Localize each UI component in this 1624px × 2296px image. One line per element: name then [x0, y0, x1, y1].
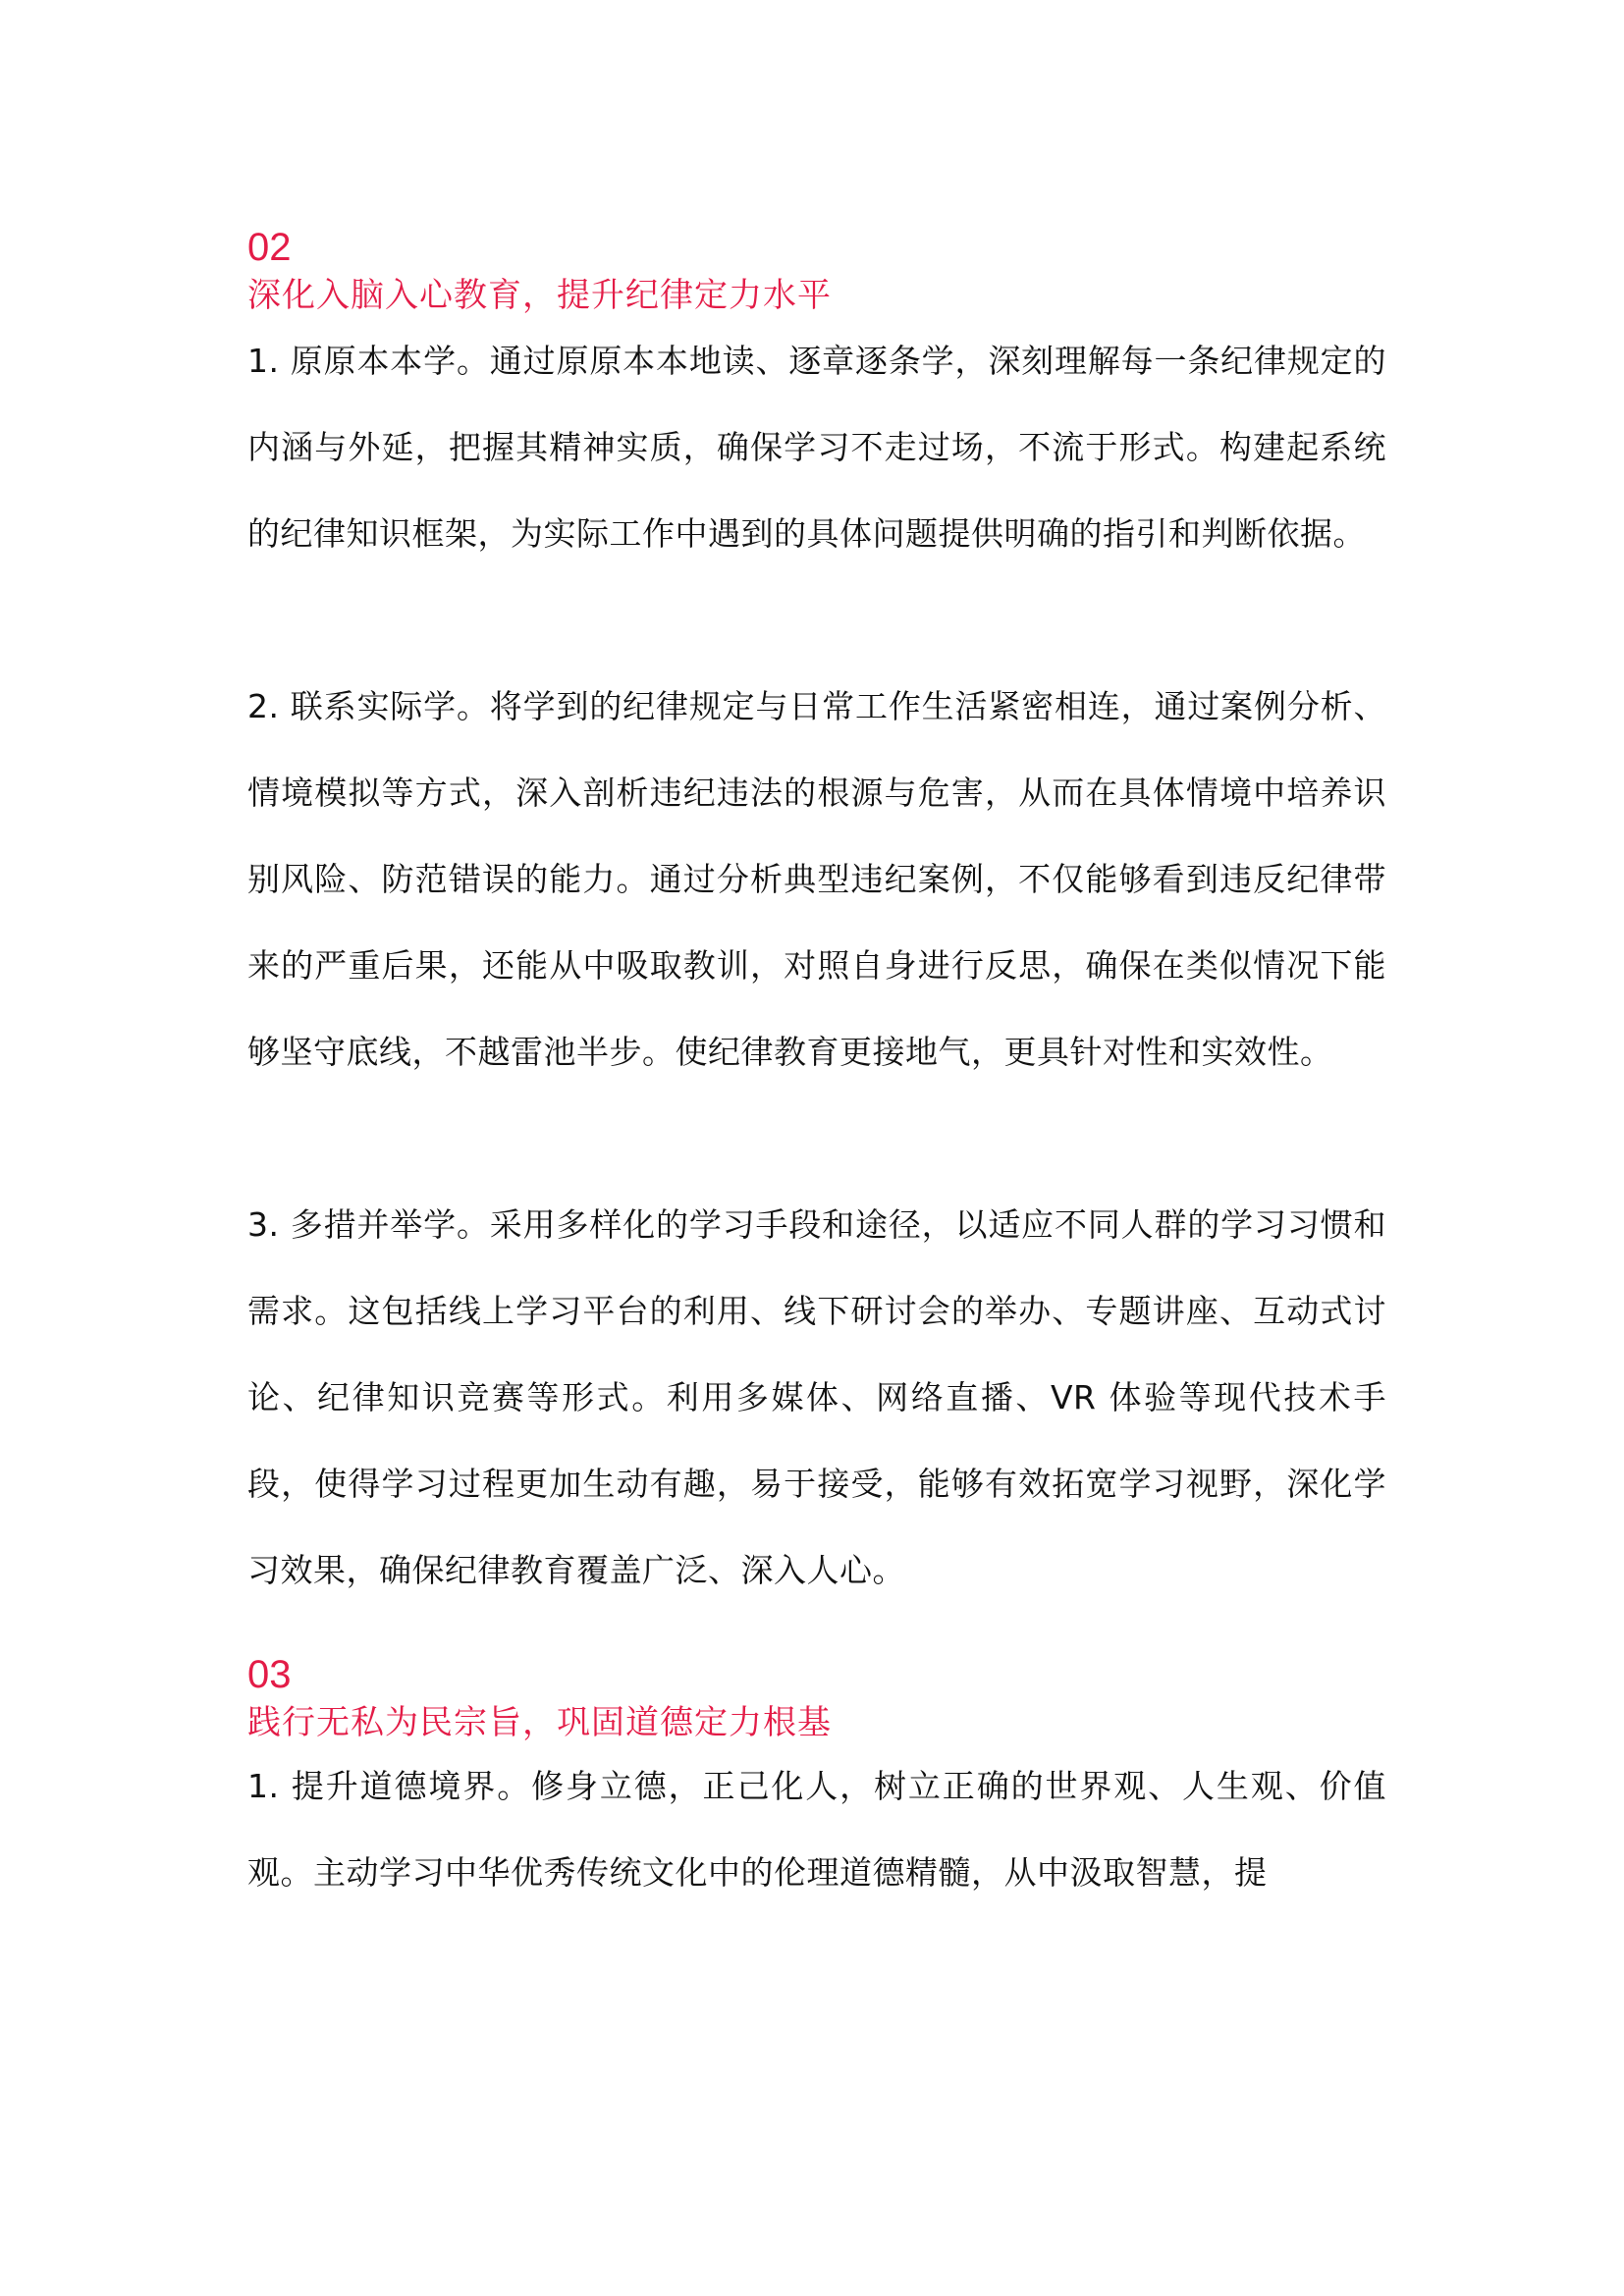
- paragraph: 3. 多措并举学。采用多样化的学习手段和途径，以适应不同人群的学习习惯和需求。这包括线上学习平台的利用、线下研讨会的举办、专题讲座、互动式讨论、纪律知识竞赛等形式。利用多媒体、网络直播、VR 体验等现代技术手段，使得学习过程更加生动有趣，易于接受，能够有效拓宽学习视野，深化学习效果，确保纪律教育覆盖广泛、深入人心。: [247, 1205, 1386, 1589]
- section-02: [247, 224, 1386, 1614]
- document-page: [247, 224, 1386, 1916]
- section-title: 践行无私为民宗旨，巩固道德定力根基: [247, 1703, 832, 1742]
- section-number: 02: [247, 226, 292, 269]
- paragraph-spacer: [247, 577, 1386, 664]
- paragraph: 2. 联系实际学。将学到的纪律规定与日常工作生活紧密相连，通过案例分析、情境模拟等方式，深入剖析违纪违法的根源与危害，从而在具体情境中培养识别风险、防范错误的能力。通过分析典型违纪案例，不仅能够看到违反纪律带来的严重后果，还能从中吸取教训，对照自身进行反思，确保在类似情况下能够坚守底线，不越雷池半步。使纪律教育更接地气，更具针对性和实效性。: [247, 687, 1386, 1071]
- section-03: [247, 1651, 1386, 1916]
- paragraph: 1. 提升道德境界。修身立德，正己化人，树立正确的世界观、人生观、价值观。主动学习中华优秀传统文化中的伦理道德精髓，从中汲取智慧，提: [247, 1767, 1386, 1892]
- section-title: 深化入脑入心教育，提升纪律定力水平: [247, 276, 832, 315]
- section-number: 03: [247, 1653, 292, 1696]
- paragraph: 1. 原原本本学。通过原原本本地读、逐章逐条学，深刻理解每一条纪律规定的内涵与外延，把握其精神实质，确保学习不走过场，不流于形式。构建起系统的纪律知识框架，为实际工作中遇到的具体问题提供明确的指引和判断依据。: [247, 342, 1386, 553]
- paragraph-spacer: [247, 1095, 1386, 1182]
